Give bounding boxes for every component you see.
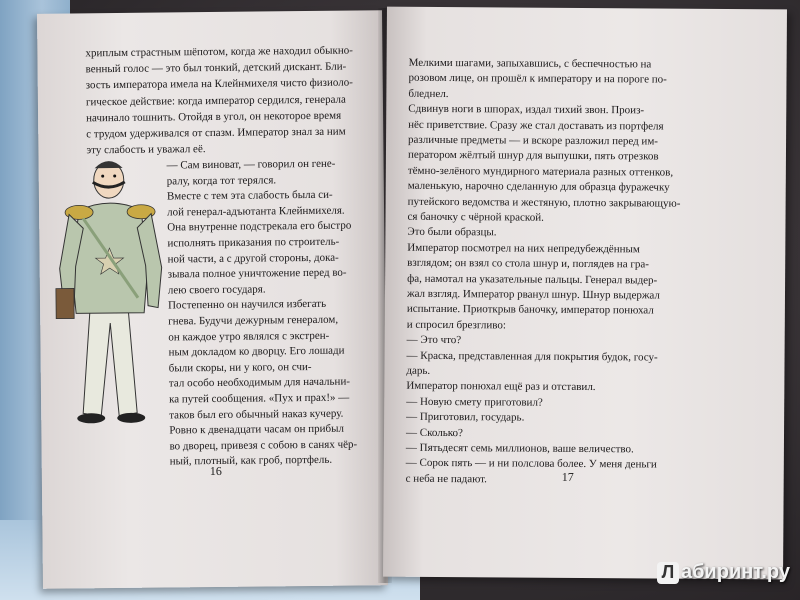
text-line: исполнять приказания по строитель- [167, 235, 340, 250]
text-line: ка путей сообщения. «Пух и прах!» — [168, 391, 350, 406]
text-line: маленькую, нарочно сделанную для образца фуражечку [407, 179, 670, 194]
text-line: с неба не падают. [405, 472, 487, 486]
text-line: бледнел. [408, 87, 449, 100]
text-line: во дворец, привезя с собою в санях чёр- [169, 438, 358, 453]
text-line: Это были образцы. [407, 226, 497, 239]
watermark-text: абиринт.ру [680, 561, 790, 583]
text-line: Император понюхал ещё раз и отставил. [406, 380, 596, 394]
text-line: были скоры, ни у кого, он счи- [168, 360, 312, 375]
text-line: жал взгляд. Император рванул шнур. Шнур выдержал [406, 287, 660, 302]
text-line: и спросил брезгливо: [406, 318, 506, 332]
text-line: Мелкими шагами, запыхавшись, с беспечностью на [408, 56, 652, 71]
text-line: тёмно-зелёного мундирного материала разных оттенков, [407, 164, 674, 179]
text-line: венный голос — это был тонкий, детский дискант. Бли- [85, 60, 347, 76]
text-line: гнева. Будучи дежурным генералом, [168, 313, 339, 328]
text-line: взглядом; он взял со стола шнур и, поглядев на гра- [407, 256, 649, 271]
text-line: ным докладом ко дворцу. Его лошади [168, 344, 345, 359]
text-line: Император посмотрел на них непредубеждённым [407, 241, 640, 256]
text-line: ператором жёлтый шнур для выпушки, пять отрезков [407, 149, 659, 163]
text-line: зывала полное уничтожение перед во- [167, 266, 347, 281]
text-line: хриплым страстным шёпотом, когда же находил обыкно- [85, 44, 353, 60]
text-line: с трудом удерживался от спазм. Император знал за ним [86, 125, 346, 141]
text-line: Вместе с тем эта слабость была си- [166, 188, 333, 203]
text-line: лой генерал-адъютанта Клейнмихеля. [167, 204, 345, 219]
text-line: розовом лице, он прошёл к императору и на пороге по- [408, 72, 667, 86]
text-line: ной части, а с другой стороны, дока- [167, 251, 339, 266]
text-line: путейского ведомства и жестяную, плотно закрывающую- [407, 195, 681, 210]
text-line: он каждое утро являлся с экстрен- [168, 329, 330, 344]
text-line: зость императора имела на Клейнмихеля чисто физиоло- [85, 76, 353, 92]
text-line: Сдвинув ноги в шпорах, издал тихий звон. Произ- [408, 102, 645, 117]
text-line: тал особо необходимым для начальни- [168, 375, 351, 390]
watermark [657, 561, 790, 584]
left-page-number: 16 [209, 463, 222, 479]
text-line: — Пятьдесят семь миллионов, ваше величество. [405, 441, 634, 456]
text-line: фа, намотал на указательные пальцы. Генерал выдер- [407, 272, 658, 287]
left-page [37, 10, 388, 589]
text-line: испытание. Приоткрыв баночку, император понюхал [406, 303, 654, 317]
text-line: — Сам виноват, — говорил он гене- [166, 157, 336, 172]
text-line: гическое действие: когда император сердился, генерала [85, 93, 346, 108]
text-line: различные предметы — и вскоре разложил перед им- [408, 133, 659, 148]
text-line: нёс приветствие. Сразу же стал доставать из портфеля [408, 118, 664, 133]
text-line: — Это что? [406, 333, 462, 347]
text-line: — Краска, представленная для покрытия будок, госу- [406, 349, 658, 364]
text-line: дарь. [406, 364, 431, 377]
text-line: Ровно к двенадцати часам он прибыл [169, 422, 345, 437]
right-page-number: 17 [561, 469, 574, 484]
text-line: таков был его обычный наказ кучеру. [169, 407, 344, 422]
text-line: ся баночку с чёрной краской. [407, 210, 544, 224]
right-page [383, 7, 787, 580]
text-line: лею своего государя. [167, 283, 266, 297]
text-line: начинало тошнить. Отойдя в угол, он некоторое время [86, 109, 342, 125]
text-line: — Сорок пять — и ни полслова более. У меня деньги [405, 457, 657, 471]
text-line: ралу, когда тот терялся. [166, 173, 277, 188]
text-line: ный, плотный, как гроб, портфель. [169, 454, 333, 468]
text-line: — Сколько? [405, 426, 463, 439]
general-illustration [50, 147, 173, 438]
text-line: Постепенно он научился избегать [168, 298, 327, 312]
labirint-logo-icon: Л [657, 562, 679, 584]
text-line: Она внутренне подстрекала его быстро [167, 219, 352, 234]
text-line: — Приготовил, государь. [406, 410, 525, 424]
text-line: — Новую смету приготовил? [406, 395, 543, 409]
text-line: эту слабость и уважал её. [86, 143, 206, 157]
